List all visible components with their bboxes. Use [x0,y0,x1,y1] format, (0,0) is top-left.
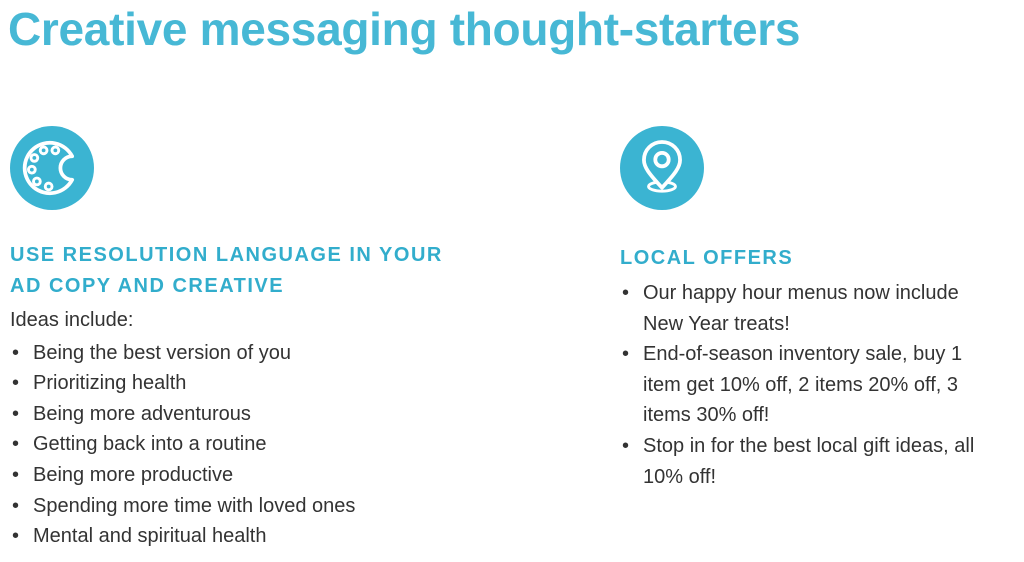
left-column [10,126,480,552]
right-column [620,126,996,492]
palette-icon [10,126,94,210]
ideas-list [10,338,480,552]
list-item: • Stop in for the best local gift ideas, all 10% off! [620,431,996,492]
left-column-heading: USE RESOLUTION LANGUAGE IN YOUR AD COPY AND CREATIVE [10,244,443,297]
list-item: • Spending more time with loved ones [10,491,480,522]
list-item: • Getting back into a routine [10,429,480,460]
list-item: • Our happy hour menus now include New Year treats! [620,278,996,339]
offers-list [620,278,996,492]
right-column-heading: LOCAL OFFERS [620,247,794,269]
list-item: • Being the best version of you [10,338,480,369]
list-item: • End-of-season inventory sale, buy 1 item get 10% off, 2 items 20% off, 3 items 30% off! [620,339,996,431]
page-title: Creative messaging thought-starters [8,3,801,55]
list-item: • Prioritizing health [10,368,480,399]
list-item: • Mental and spiritual health [10,521,480,552]
location-pin-icon [620,126,704,210]
list-item: • Being more adventurous [10,399,480,430]
list-item: • Being more productive [10,460,480,491]
left-column-intro: Ideas include: [10,309,134,331]
